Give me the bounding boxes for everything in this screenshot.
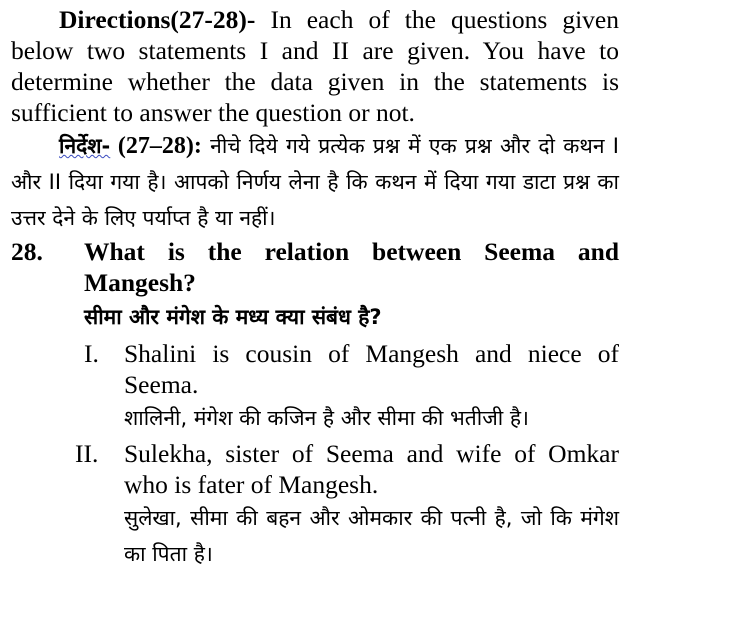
question-page [11, 4, 619, 572]
question-text-hindi: सीमा और मंगेश के मध्य क्या संबंध है? [84, 305, 382, 329]
question-number: 28. [11, 237, 43, 266]
statement-2-text-english: Sulekha, sister of Seema and wife of Omkar who is fater of Mangesh. [124, 439, 619, 499]
statement-2-text-hindi: सुलेखा, सीमा की बहन और ओमकार की पत्नी है, जो कि मंगेश का पिता है। [124, 506, 619, 566]
directions-english [11, 4, 619, 128]
statement-2-body [124, 438, 619, 572]
statement-1-label: I. [84, 339, 99, 368]
directions-label-hindi: निर्देश- [59, 134, 111, 158]
directions-hindi [11, 128, 619, 236]
statement-2-label: II. [75, 439, 99, 468]
statement-1-body [124, 338, 619, 436]
directions-text-hindi: नीचे दिये गये प्रत्येक प्रश्न में एक प्रश्न और दो कथन I और II दिया गया है। आपको निर्णय लेना है कि कथन में दिया गया डाटा प्रश्न का उत्तर देने के लिए पर्याप्त है या नहीं। [11, 134, 619, 230]
directions-label: Directions(27-28)- [59, 5, 256, 34]
statement-1-text-english: Shalini is cousin of Mangesh and niece of Seema. [124, 339, 619, 399]
statement-2 [75, 438, 619, 572]
question-text-english: What is the relation between Seema and Mangesh? [84, 237, 619, 297]
question-row [11, 236, 619, 572]
question-body [75, 236, 619, 572]
directions-range-hindi: (27–28): [110, 133, 202, 159]
directions-text: In each of the questions given below two statements I and II are given. You have to determine whether the data given in the statements is sufficient to answer the question or not. [11, 5, 619, 127]
statement-1-text-hindi: शालिनी, मंगेश की कजिन है और सीमा की भतीजी है। [124, 406, 529, 430]
statement-1 [84, 338, 619, 436]
